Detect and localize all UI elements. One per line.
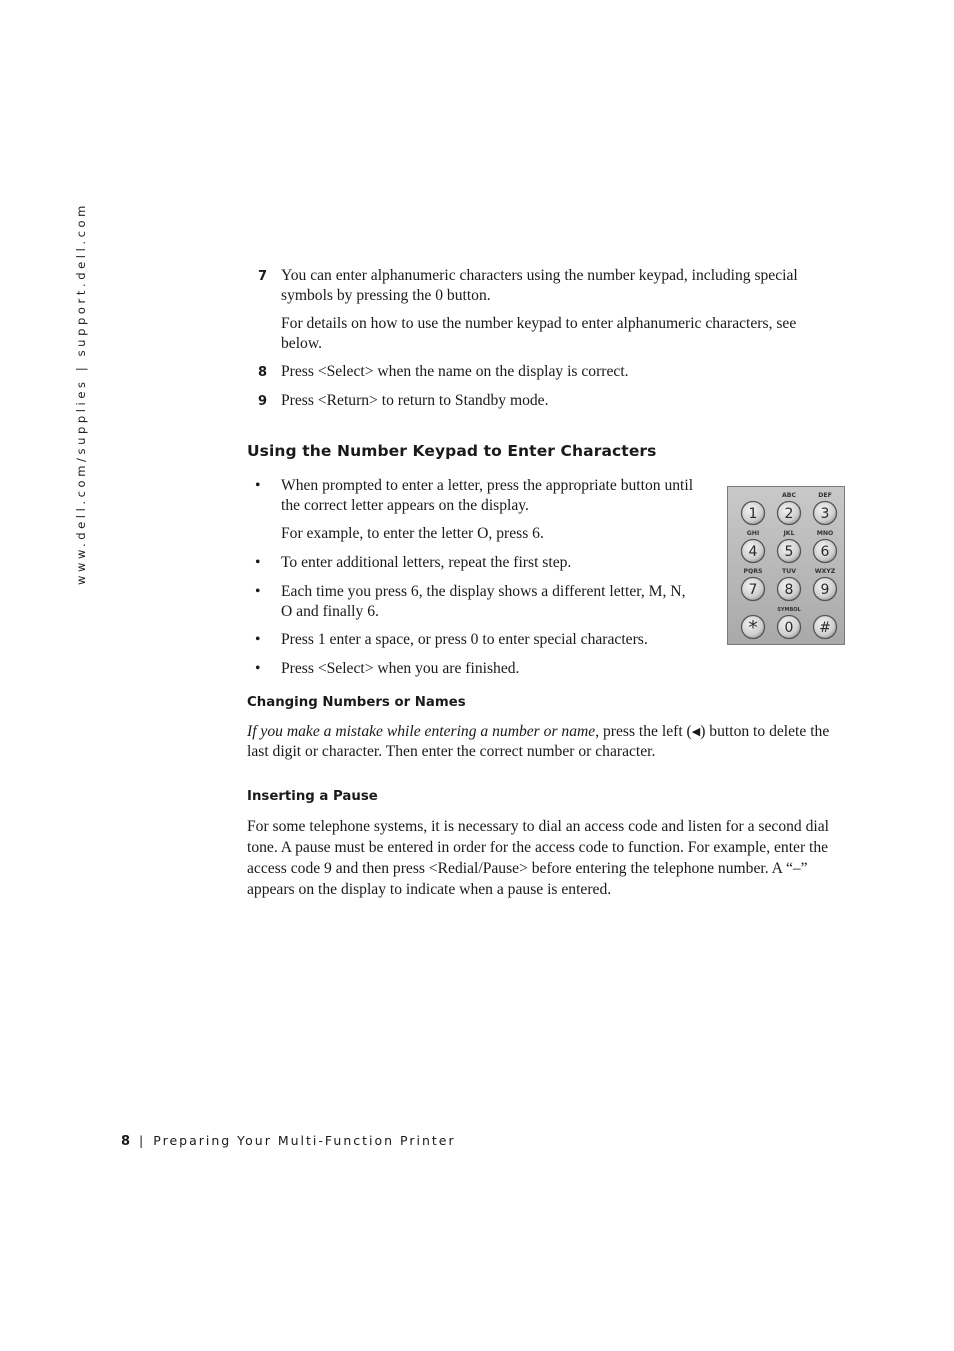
letter-m: M <box>648 583 663 600</box>
paragraph-text: ) button to delete the last digit or character. Then enter the correct number or character. <box>247 723 830 760</box>
key-6: 6 <box>367 603 375 620</box>
bullet-dot: • <box>255 477 261 494</box>
letter-o: O <box>281 603 293 620</box>
page-footer <box>121 1133 456 1149</box>
bullet-dot: • <box>255 583 261 600</box>
bullet-text: enter a space, or press <box>325 631 471 648</box>
keypad-letters-label: MNO <box>816 530 834 537</box>
sidebar-url-text: www.dell.com/supplies | support.dell.com <box>74 202 88 585</box>
keypad-letters-label: WXYZ <box>814 568 836 575</box>
step-text: You can enter alphanumeric characters using the number keypad, including special symbols by pressing the 0 button. <box>281 267 798 304</box>
pause-paragraph: For some telephone systems, it is necessary to dial an access code and listen for a second dial tone. A pause must be entered in order for the access code to function. For example, enter the access code 9 and then press <Redial/Pause> before entering the telephone number. A “–” appears on the display to indicate when a pause is entered. <box>247 818 830 898</box>
example-key: 6 <box>532 525 540 542</box>
keypad-key-label: 0 <box>784 620 794 636</box>
keypad-letters-label: SYMBOL <box>777 607 801 613</box>
subheading-pause: Inserting a Pause <box>247 789 378 804</box>
keypad-key-label: 6 <box>820 544 830 560</box>
bullet-text: Press <Select> when you are finished. <box>281 660 520 677</box>
chapter-title: Preparing Your Multi-Function Printer <box>153 1133 456 1148</box>
bullet-dot: • <box>255 660 261 677</box>
keypad-letters-label: DEF <box>818 492 832 499</box>
example-letter: O <box>477 525 489 542</box>
section-heading: Using the Number Keypad to Enter Characters <box>247 442 657 460</box>
keypad-key-label: 9 <box>820 582 830 598</box>
example-text: . <box>539 525 544 542</box>
keypad-key-label: 4 <box>748 544 758 560</box>
bullet-text: , <box>662 583 671 600</box>
changing-paragraph <box>247 722 853 762</box>
keypad-letters-label: JKL <box>783 530 795 537</box>
keypad-key-label: 1 <box>748 506 758 522</box>
bullet-text: Each time you press <box>281 583 411 600</box>
keypad-key-label: # <box>819 620 831 636</box>
bullet-text: , <box>681 583 686 600</box>
bullet-text: . <box>374 603 379 620</box>
key-0: 0 <box>470 631 479 648</box>
keypad-illustration <box>727 486 845 645</box>
keypad-key-label: 5 <box>784 544 794 560</box>
key-6: 6 <box>410 583 419 600</box>
keypad-image <box>727 486 845 645</box>
keypad-key-label: 2 <box>784 506 794 522</box>
footer-separator: | <box>139 1133 144 1148</box>
step-text: For details on how to use the number keypad to enter alphanumeric characters, see below. <box>281 315 797 352</box>
example-text: For example, to enter the letter <box>281 525 478 542</box>
step-number: 8 <box>258 365 268 380</box>
step-number: 7 <box>258 269 268 284</box>
step-text: Press <Return> to return to Standby mode. <box>281 392 549 409</box>
keypad-key-label: 8 <box>784 582 794 598</box>
keypad-key-label: 3 <box>820 506 830 522</box>
bullet-text: , the display shows a different letter, <box>418 583 649 600</box>
bullet-text: When prompted to enter a letter, press the appropriate button until the correct letter appears on the display. <box>281 477 694 514</box>
subheading-changing: Changing Numbers or Names <box>247 695 466 710</box>
left-arrow-icon: ◀ <box>691 726 701 738</box>
letter-n: N <box>670 583 682 600</box>
step-number: 9 <box>258 394 268 409</box>
keypad-key-label: 7 <box>748 582 758 598</box>
keypad-key-label: * <box>748 617 758 639</box>
step-text: Press <Select> when the name on the display is correct. <box>281 363 629 380</box>
emphasis-text: If you make a mistake while entering a number or name <box>247 723 596 740</box>
keypad-letters-label: PQRS <box>743 568 763 575</box>
bullet-text: To enter additional letters, repeat the first step. <box>281 554 572 571</box>
key-1: 1 <box>317 631 326 648</box>
keypad-letters-label: GHI <box>746 530 760 537</box>
bullet-text: to enter special characters. <box>478 631 648 648</box>
bullet-text: Press <box>281 631 318 648</box>
bullet-text: and finally <box>292 603 368 620</box>
page-number: 8 <box>121 1134 131 1149</box>
bullet-dot: • <box>255 631 261 648</box>
keypad-letters-label: TUV <box>781 568 797 575</box>
example-text: , press <box>488 525 533 542</box>
keypad-letters-label: ABC <box>781 492 797 499</box>
bullet-dot: • <box>255 554 261 571</box>
paragraph-text: , press the left ( <box>595 723 692 740</box>
